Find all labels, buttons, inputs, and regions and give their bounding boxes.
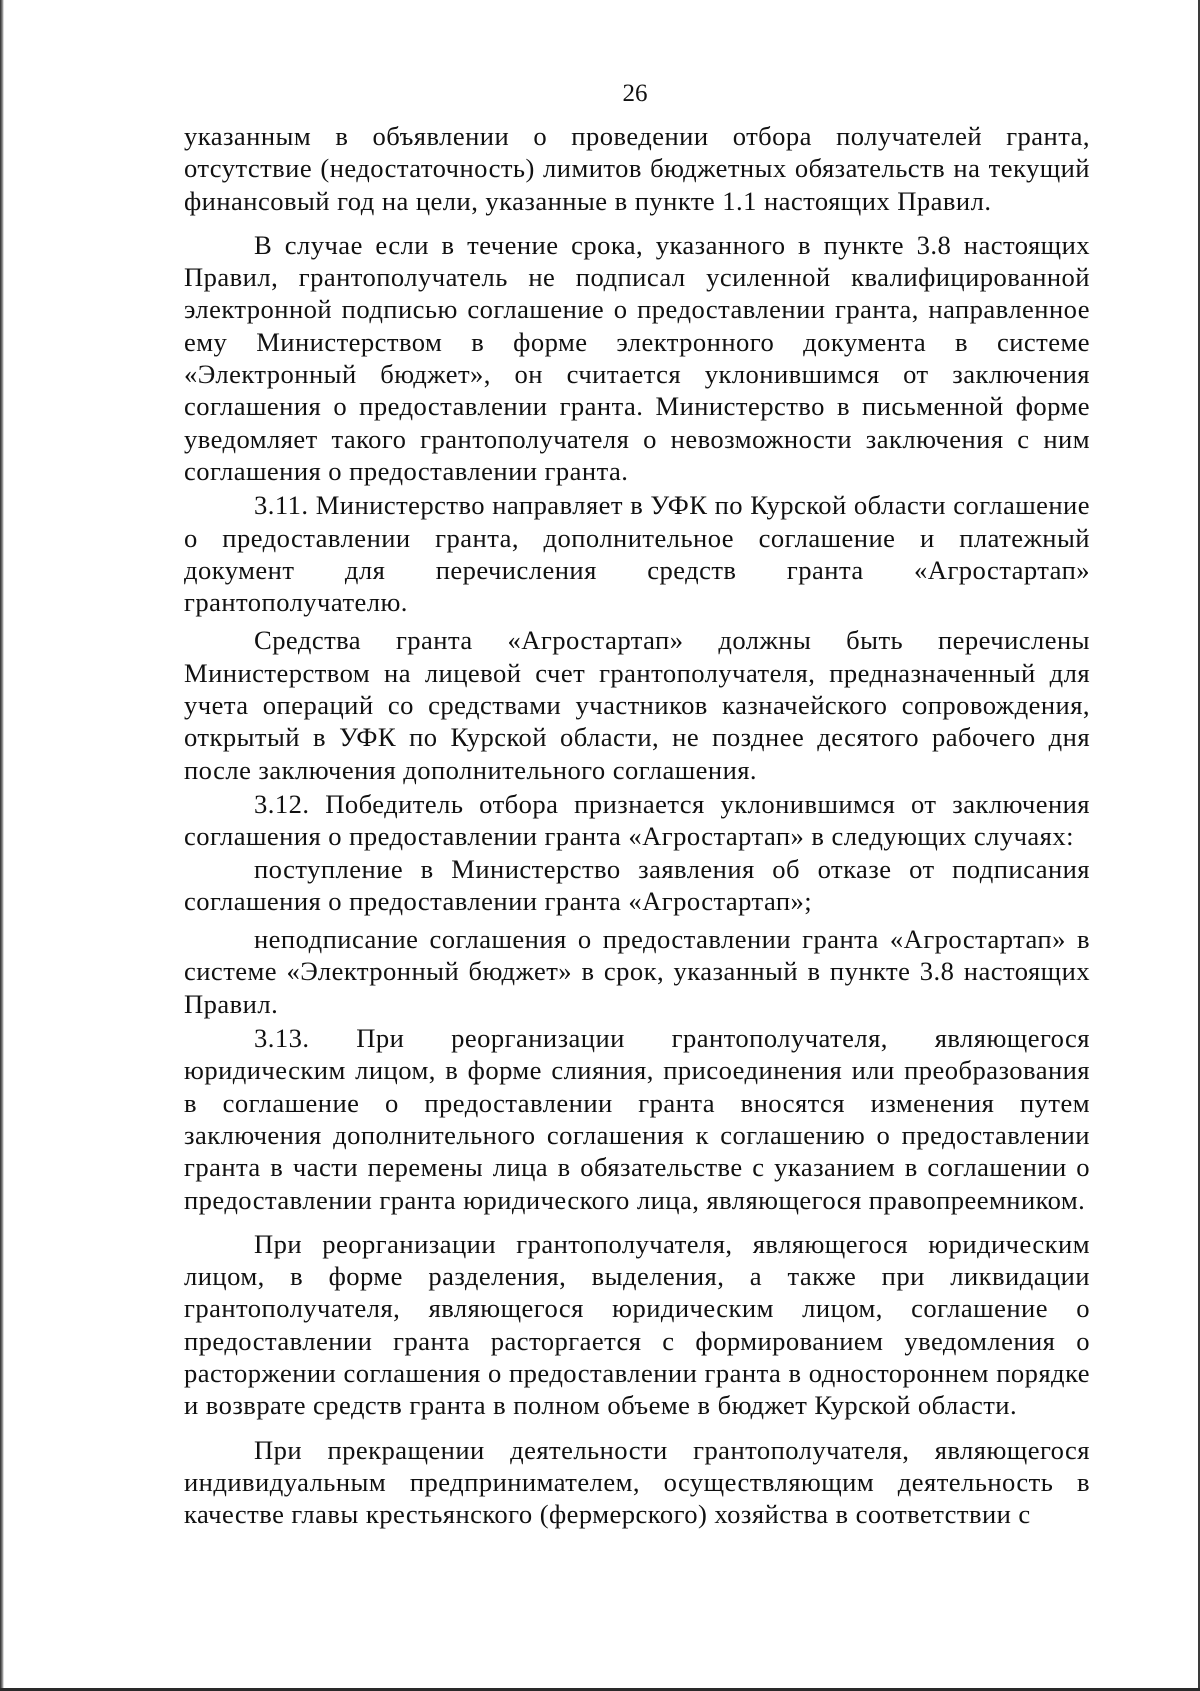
paragraph-3-11: 3.11. Министерство направляет в УФК по Курской области соглашение о предоставлении гранта, дополнительное соглашение и платежный документ для перечисления средств гранта «Агростартап» грантополучателю. xyxy=(184,490,1090,618)
paragraph-continuation: указанным в объявлении о проведении отбора получателей гранта, отсутствие (недостаточность) лимитов бюджетных обязательств на текущий финансовый год на цели, указанные в пункте 1.1 настоящих Правил. xyxy=(184,121,1090,216)
paragraph-reorganization: При реорганизации грантополучателя, являющегося юридическим лицом, в форме разделения, выделения, а также при ликвидации грантополучателя, являющегося юридическим лицом, соглашение о предоставлении гранта расторгается с формированием уведомления о расторжении соглашения о предоставлении гранта в одностороннем порядке и возврате средств гранта в полном объеме в бюджет Курской области. xyxy=(184,1228,1090,1421)
paragraph-termination: При прекращении деятельности грантополучателя, являющегося индивидуальным предпринимателем, осуществляющим деятельность в качестве главы крестьянского (фермерского) хозяйства в соответствии с xyxy=(184,1434,1090,1530)
paragraph-funds-transfer: Средства гранта «Агростартап» должны быть перечислены Министерством на лицевой счет грантополучателя, предназначенный для учета операций со средствами участников казначейского сопровождения, открытый в УФК по Курской области, не позднее десятого рабочего дня после заключения дополнительного соглашения. xyxy=(184,625,1090,785)
document-body xyxy=(184,120,1090,1530)
paragraph-3-13: 3.13. При реорганизации грантополучателя, являющегося юридическим лицом, в форме слияния, присоединения или преобразования в соглашение о предоставлении гранта вносятся изменения путем заключения дополнительного соглашения к соглашению о предоставлении гранта в части перемены лица в обязательстве с указанием в соглашении о предоставлении гранта юридического лица, являющегося правопреемником. xyxy=(184,1023,1090,1215)
paragraph-case-not-signed: неподписание соглашения о предоставлении гранта «Агростартап» в системе «Электронный бюджет» в срок, указанный в пункте 3.8 настоящих Правил. xyxy=(184,924,1090,1019)
scan-edge-left xyxy=(0,0,4,1691)
page-number: 26 xyxy=(622,80,648,107)
paragraph-case-refusal-application: поступление в Министерство заявления об отказе от подписания соглашения о предоставлении гранта «Агростартап»; xyxy=(184,853,1090,916)
paragraph-refusal-signing: В случае если в течение срока, указанного в пункте 3.8 настоящих Правил, грантополучатель не подписал усиленной квалифицированной электронной подписью соглашение о предоставлении гранта, направленное ему Министерством в форме электронного документа в системе «Электронный бюджет», он считается уклонившимся от заключения соглашения о предоставлении гранта. Министерство в письменной форме уведомляет такого грантополучателя о невозможности заключения с ним соглашения о предоставлении гранта. xyxy=(184,229,1090,486)
paragraph-3-12: 3.12. Победитель отбора признается уклонившимся от заключения соглашения о предоставлении гранта «Агростартап» в следующих случаях: xyxy=(184,788,1090,852)
